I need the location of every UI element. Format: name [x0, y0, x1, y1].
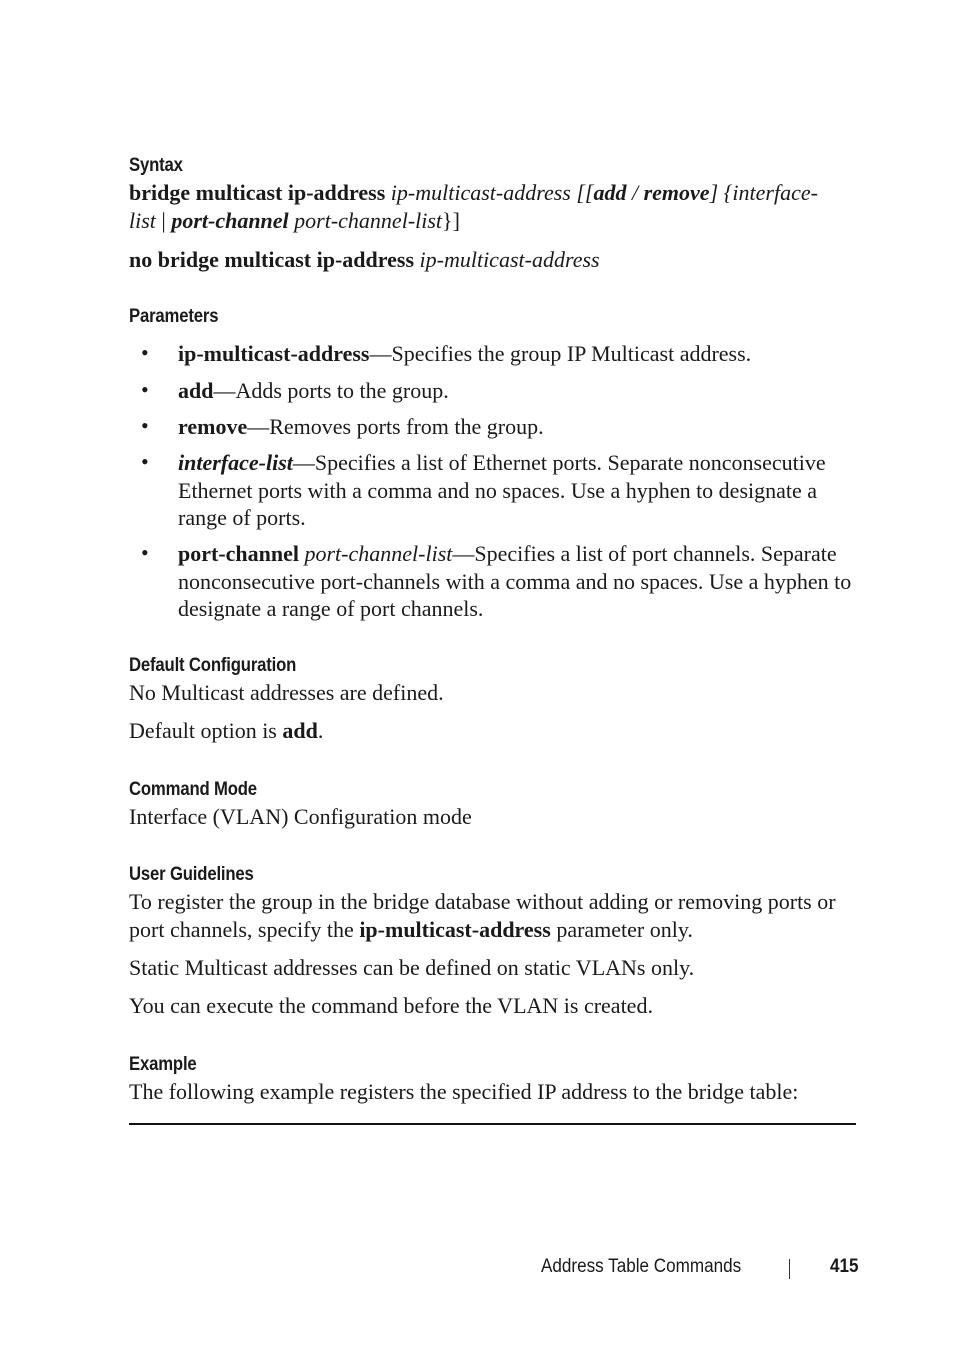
user-guidelines-heading: User Guidelines [129, 864, 254, 885]
syntax-add: add [593, 180, 627, 205]
command-mode-text: Interface (VLAN) Configuration mode [129, 804, 472, 829]
param-term: interface-list [178, 450, 293, 475]
example-text: The following example registers the specified IP address to the bridge table: [129, 1079, 799, 1104]
list-item-text [178, 340, 858, 368]
user-guidelines-paragraph-1 [129, 888, 856, 943]
bullet-icon: • [141, 449, 149, 474]
list-item-text [178, 377, 858, 405]
footer-section-title: Address Table Commands [541, 1256, 742, 1277]
default-configuration-heading: Default Configuration [129, 655, 297, 676]
param-term-italic: port-channel-list [299, 541, 453, 566]
syntax-slash: / [626, 180, 644, 205]
guideline-bold: ip-multicast-address [359, 916, 551, 942]
footer-separator [789, 1259, 790, 1279]
syntax-heading: Syntax [129, 155, 183, 176]
syntax-remove: remove [643, 180, 710, 205]
syntax-port-channel-list: port-channel-list [288, 207, 443, 233]
param-term: port-channel [178, 541, 299, 566]
syntax-no-command [129, 246, 856, 274]
syntax-port-channel: port-channel [171, 207, 289, 233]
bullet-icon: • [141, 413, 149, 438]
param-desc: —Specifies a list of port channels. Separate nonconsecutive port-channels with a comma and no spaces. Use a hyphen to designate a range of port channels. [178, 541, 852, 621]
horizontal-rule [129, 1123, 856, 1125]
syntax-command [129, 179, 856, 234]
guideline-suffix: parameter only. [550, 916, 693, 942]
example-heading: Example [129, 1054, 197, 1075]
bullet-icon: • [141, 377, 149, 402]
user-guidelines-paragraph-3: You can execute the command before the VLAN is created. [129, 993, 653, 1018]
param-desc: —Specifies the group IP Multicast address. [369, 341, 752, 366]
param-desc: —Adds ports to the group. [213, 378, 449, 403]
guideline-prefix: To register the group in the bridge database without adding or removing ports or port channels, specify the [129, 889, 836, 942]
list-item-text [178, 413, 858, 441]
parameters-heading: Parameters [129, 306, 219, 327]
syntax-pipe: | [155, 207, 172, 233]
syntax-arg: ip-multicast-address [[ [385, 180, 594, 205]
syntax-close: }] [442, 207, 460, 233]
syntax-no-arg: ip-multicast-address [414, 247, 600, 272]
param-desc: —Removes ports from the group. [247, 414, 544, 439]
bullet-icon: • [141, 340, 149, 365]
syntax-no-command-name: no bridge multicast ip-address [129, 247, 415, 272]
list-item-text [178, 449, 858, 532]
default-option-suffix: . [317, 718, 324, 743]
syntax-list: list [129, 207, 156, 233]
syntax-brace-open: ] {interface- [709, 180, 818, 205]
default-option-value: add [282, 718, 318, 743]
param-desc: —Specifies a list of Ethernet ports. Separate nonconsecutive Ethernet ports with a comma and no spaces. Use a hyphen to designate a range of ports. [178, 450, 826, 530]
list-item-text [178, 540, 858, 623]
default-config-text-2 [129, 717, 856, 745]
syntax-command-name: bridge multicast ip-address [129, 180, 386, 205]
param-term: remove [178, 414, 248, 439]
default-config-text-1: No Multicast addresses are defined. [129, 680, 444, 705]
command-mode-heading: Command Mode [129, 779, 257, 800]
bullet-icon: • [141, 540, 149, 565]
default-option-prefix: Default option is [129, 718, 283, 743]
param-term: ip-multicast-address [178, 341, 370, 366]
param-term: add [178, 378, 214, 403]
page-number: 415 [830, 1256, 859, 1277]
user-guidelines-paragraph-2: Static Multicast addresses can be defined on static VLANs only. [129, 955, 695, 980]
